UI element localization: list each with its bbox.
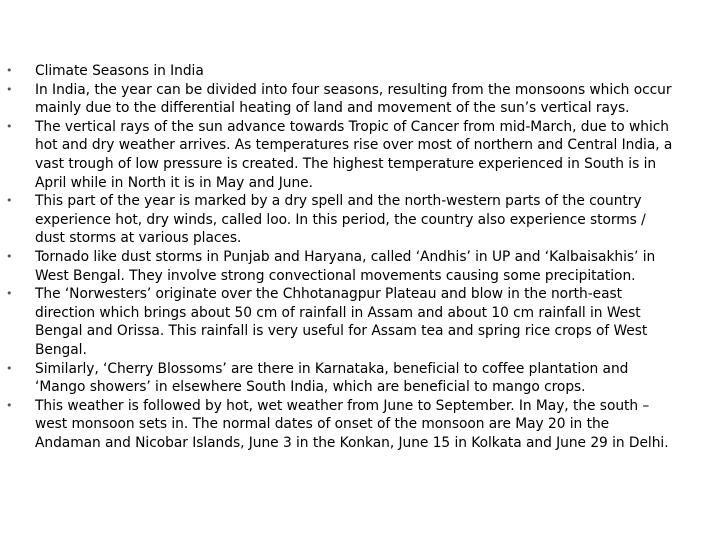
bullet-icon: •	[6, 287, 13, 301]
bullet-icon: •	[6, 119, 13, 133]
list-item	[6, 81, 676, 118]
list-item	[6, 397, 676, 453]
bullet-icon: •	[6, 249, 13, 263]
bullet-icon: •	[6, 361, 13, 375]
list-item-text: In India, the year can be divided into four seasons, resulting from the monsoons which occur mainly due to the differential heating of land and movement of the sun’s vertical rays.	[35, 81, 672, 117]
list-item-text: Climate Seasons in India	[35, 63, 204, 79]
list-item-text: This weather is followed by hot, wet weather from June to September. In May, the south – west monsoon sets in. The normal dates of onset of the monsoon are May 20 in the Andaman and Nicobar Islands, June 3 in the Konkan, June 15 in Kolkata and June 29 in Delhi.	[35, 397, 669, 451]
bullet-icon: •	[6, 82, 13, 96]
list-item	[6, 118, 676, 192]
bullet-list	[0, 62, 720, 452]
list-item	[6, 248, 676, 285]
list-item-text: The ‘Norwesters’ originate over the Chhotanagpur Plateau and blow in the north-east direction which brings about 50 cm of rainfall in Assam and about 10 cm rainfall in West Bengal and Orissa. This rainfall is very useful for Assam tea and spring rice crops of West Bengal.	[35, 286, 648, 358]
list-item-text: This part of the year is marked by a dry spell and the north-western parts of the country experience hot, dry winds, called loo. In this period, the country also experience storms / dust storms at various places.	[35, 193, 646, 247]
list-item	[6, 285, 676, 359]
list-item-text: The vertical rays of the sun advance towards Tropic of Cancer from mid-March, due to which hot and dry weather arrives. As temperatures rise over most of northern and Central India, a vast trough of low pressure is created. The highest temperature experienced in South is in April while in North it is in May and June.	[35, 118, 673, 191]
bullet-icon: •	[6, 398, 13, 412]
list-item	[6, 360, 676, 397]
bullet-icon: •	[6, 64, 13, 77]
list-item	[6, 192, 676, 248]
list-item	[6, 62, 676, 81]
bullet-icon: •	[6, 194, 13, 208]
list-item-text: Similarly, ‘Cherry Blossoms’ are there in Karnataka, beneficial to coffee plantation and ‘Mango showers’ in elsewhere South India, which are beneficial to mango crops.	[35, 360, 629, 396]
list-item-text: Tornado like dust storms in Punjab and Haryana, called ‘Andhis’ in UP and ‘Kalbaisakhis’ in West Bengal. They involve strong convectional movements causing some precipitation.	[35, 248, 656, 284]
